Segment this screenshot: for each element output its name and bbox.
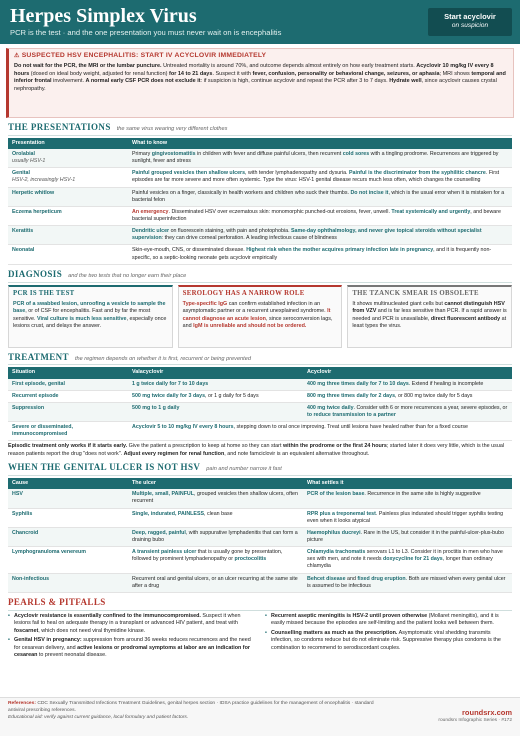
treatment-heading [8, 352, 512, 366]
presentation-name: Orolabial [12, 151, 35, 157]
warning-text: Acyclovir 10 mg/kg IV every 8 hours [14, 62, 494, 77]
box-text: and is far less sensitive than PCR. If a rapid answer is needed and PCR is unavailable, [352, 308, 507, 322]
box-text: PCR of a swabbed lesion, unroofing a vesicle to sample the base [13, 300, 166, 315]
presentation-sub: usually HSV-1 [12, 158, 46, 165]
educational-note: Educational aid: verify against current guidance, local formulary and patient factors. [8, 714, 189, 720]
warning-text: Untreated mortality is around 70%, and outcome depends almost entirely on how early treatment starts. [161, 62, 417, 69]
cell-text: , grouped vesicles then shallow ulcers, often recurrent [132, 491, 298, 505]
box-text: at least types the virus. [352, 315, 507, 330]
warning-text: (dosed on ideal body weight, adjusted for renal function) [29, 70, 170, 77]
cell-text: : they can drive corneal perforation. A leading infectious cause of blindness [161, 235, 337, 242]
cell-text: . Both are missed when every genital ulcer is assumed to be infectious [307, 575, 506, 589]
start-acyclovir-badge [428, 8, 512, 36]
references-label: References: [8, 701, 36, 706]
pearl-text: , which does not need viral thymidine kinase. [38, 627, 146, 634]
treatment-note [8, 443, 512, 458]
references-text: CDC Sexually Transmitted Infections Treatment Guidelines, genital herpes section · IDSA practice guidelines for the management of encephalitis · standard antiviral prescribing references. [8, 701, 374, 713]
pearls-right-column [265, 613, 512, 662]
cell-text: , with tender lymphadenopathy and dysuria. [245, 170, 349, 177]
presentations-heading [8, 122, 512, 136]
tzanck-box [347, 285, 512, 348]
cell-text: serovars L1 to L3. Consider it in proctitis in men who have sex with men, and note it needs [307, 549, 503, 563]
cell-text: 400 mg twice daily [307, 404, 354, 411]
warning-text: fever, confusion, personality or behavioral change, seizures, or aphasia [252, 70, 440, 77]
pearl-text: Recurrent aseptic meningitis is HSV-2 until proven otherwise [271, 612, 428, 619]
series-label: roundsrx Infographic Series · #172 [438, 717, 512, 723]
ulcer-table [8, 478, 512, 593]
presentations-table [8, 138, 512, 265]
cell-text: Dendritic ulcer [132, 228, 170, 235]
table-row [8, 245, 512, 264]
list-item [8, 613, 255, 635]
presentation-name: Neonatal [12, 247, 35, 254]
cell-text: 500 mg to 1 g daily [132, 404, 180, 411]
table-row [8, 402, 512, 421]
warning-text: temporal and inferior frontal [14, 70, 506, 85]
warning-text: Hydrate well [389, 78, 422, 85]
box-title: SEROLOGY HAS A NARROW ROLE [182, 289, 305, 297]
cell-text: A transient painless ulcer [132, 549, 197, 556]
box-body [13, 301, 168, 331]
cell-text: Same-day ophthalmology, and never give topical steroids without specialist supervision [132, 228, 482, 242]
cell-text: , with suppurative lymphadenitis that can form a draining bubo [132, 529, 298, 544]
column-header: What to know [128, 138, 512, 149]
note-text: within the prodrome or the first 24 hours [282, 443, 387, 450]
table-row [8, 573, 512, 592]
pearl-text: Suspect it when lesions fail to heal on adequate therapy in a transplant or advanced HIV patient, and treat with [14, 612, 241, 627]
cell-text: on fluorescein staining, with pain and photophobia. [169, 228, 292, 235]
cell-text: Painful vesicles on a finger, classically in health workers and children who suck their thumbs. [132, 189, 351, 196]
table-row [8, 168, 512, 187]
presentation-name: Eczema herpeticum [12, 208, 62, 215]
box-text: IgM is unreliable and should not be ordered. [193, 323, 307, 330]
box-title: PCR IS THE TEST [13, 289, 75, 297]
section-subtitle: and the two tests that no longer earn their place [68, 272, 187, 279]
box-text: , or of CSF for encephalitis. Fast and by far the most sensitive. [13, 308, 151, 322]
cell-text: An emergency [132, 208, 169, 215]
cause-cell: Non-infectious [8, 573, 128, 592]
ulcer-heading [8, 462, 512, 476]
cell-text: . Rare in the US, but consider it in the painful-ulcer-plus-bubo picture [307, 529, 504, 544]
cell-text: Primary [132, 151, 152, 157]
pearl-text: Counselling matters as much as the prescription. [271, 629, 398, 636]
note-text: ; started later it does very little, which is the usual reason patients report the drug "does not work". [8, 443, 505, 457]
column-header: Valacyclovir [128, 367, 303, 378]
cell-text: Multiple, small, PAINFUL [132, 491, 194, 498]
pcr-box [8, 285, 173, 348]
table-row [8, 390, 512, 402]
cell-text: , and beware bacterial superinfection [132, 208, 501, 222]
cell-text: Behcet disease [307, 575, 346, 582]
cell-text: , or 1 g daily for 5 days [205, 392, 259, 399]
situation-cell: Suppression [8, 402, 128, 421]
box-text: It cannot diagnose an acute lesion [182, 308, 331, 322]
cell-text: . Extend if healing is incomplete [408, 380, 484, 387]
cell-text: with a tingling prodrome. Recurrences are triggered by sunlight, fever and stress [132, 151, 499, 165]
cell-text: . Painless plus indurated should trigger syphilis testing even when it looks atypical [307, 510, 504, 524]
pearl-text: foscarnet [14, 627, 39, 634]
cell-text: . Disseminated HSV over eczematous skin: monomorphic punched-out erosions, fever, unwell. [168, 208, 392, 215]
warning-text: , since acyclovir causes crystal nephropathy. [14, 78, 497, 92]
cell-text: doxycycline for 21 days [382, 556, 443, 563]
diagnosis-heading [8, 269, 512, 283]
cell-text: and [345, 575, 358, 582]
cell-text: , longer than ordinary chlamydia [307, 556, 493, 570]
column-header: Situation [8, 367, 128, 378]
cell-text: Deep, ragged, painful [132, 529, 186, 536]
list-item [265, 630, 512, 652]
cause-cell: Lymphogranuloma venereum [8, 547, 128, 573]
serology-box [178, 285, 343, 348]
pearl-text: Acyclovir resistance is essentially confined to the immunocompromised. [14, 612, 201, 619]
cell-text: proctocolitis [234, 556, 267, 563]
box-body [352, 301, 507, 331]
list-item [8, 637, 255, 659]
pearl-text: to prevent neonatal disease. [37, 652, 107, 658]
page-title: Herpes Simplex Virus [10, 5, 197, 27]
box-text: Type-specific IgG [182, 300, 228, 307]
section-title: TREATMENT [8, 351, 69, 362]
cell-text: fixed drug eruption [357, 575, 406, 582]
pearls-left-column [8, 613, 255, 662]
cell-text: 800 mg three times daily for 2 days [307, 392, 396, 399]
table-row [8, 379, 512, 391]
box-text: direct fluorescent antibody [430, 315, 501, 322]
site-link[interactable]: roundsrx.com [461, 708, 512, 717]
table-row [8, 206, 512, 225]
cell-text: , and it is frequently non-specific, so a septic-looking neonate gets acyclovir empirically [132, 247, 492, 261]
warning-text: A normal early CSF PCR does not exclude it [85, 78, 201, 85]
situation-cell: Severe or disseminated, immunocompromised [8, 422, 128, 441]
cell-text: in children with fever and diffuse painful ulcers, then recurrent [195, 151, 343, 157]
cell-text: 500 mg twice daily for 3 days [132, 392, 206, 399]
section-title: DIAGNOSIS [8, 268, 63, 279]
section-title: WHEN THE GENITAL ULCER IS NOT HSV [8, 462, 201, 473]
cell-text: , stepping down to oral once improving. Treat until lesions have healed rather than for a fixed course [233, 424, 468, 431]
cell-text: Single, indurated, PAINLESS [132, 510, 205, 517]
table-row [8, 149, 512, 168]
cell-text: , clean base [204, 510, 233, 517]
list-item [265, 613, 512, 628]
note-text: Episodic treatment only works if it starts early. [8, 443, 128, 450]
treatment-table [8, 367, 512, 441]
pearls-heading [8, 597, 512, 611]
pearl-text: Asymptomatic viral shedding transmits infection, so condoms reduce but do not eliminate risk. Suppressive therapy plus condoms is the combination to recommend to serodiscordant couples. [271, 629, 501, 651]
box-text: , especially once lesions crust, and delays the answer. [13, 315, 167, 330]
cell-text: Acyclovir 5 to 10 mg/kg IV every 8 hours [132, 424, 234, 431]
section-subtitle: the regimen depends on whether it is first, recurrent or being prevented [74, 355, 251, 362]
warning-text: : if suspicion is high, continue acyclovir and repeat the PCR after 3 to 7 days. [200, 78, 390, 85]
cell-text: . First episodes are far more severe and more often systemic. Type the virus: HSV-1 genital disease recurs much less often, which changes the counselling [132, 170, 500, 184]
cause-cell: Chancroid [8, 527, 128, 546]
box-body [183, 301, 338, 331]
warning-text: ; MRI shows [439, 70, 472, 77]
cell-text: , or 800 mg twice daily for 5 days [395, 392, 473, 399]
section-title: THE PRESENTATIONS [8, 122, 111, 132]
cell-text: Painful is the discriminator from the syphilitic chancre [349, 170, 486, 177]
box-text: Viral culture is much less sensitive [36, 315, 127, 322]
warning-text: Do not wait for the PCR, the MRI or the lumbar puncture. [14, 62, 162, 69]
note-text: , and note famciclovir is an equivalent alternative throughout. [224, 450, 370, 457]
badge-line2: on suspicion [451, 22, 489, 29]
cause-cell: HSV [8, 489, 128, 508]
situation-cell: First episode, genital [8, 379, 128, 391]
presentation-name: Keratitis [12, 228, 34, 235]
presentation-name: Herpetic whitlow [12, 189, 55, 196]
cell-text: Do not incise it [350, 189, 389, 196]
table-row [8, 489, 512, 508]
cell-text: Painful grouped vesicles then shallow ulcers [132, 170, 246, 177]
column-header: What settles it [303, 478, 512, 489]
box-text: cannot distinguish HSV from VZV [352, 300, 505, 315]
table-row [8, 547, 512, 573]
pearl-text: Genital HSV in pregnancy: [14, 637, 82, 644]
diagnosis-boxes [8, 285, 512, 348]
warning-icon: ⚠ [14, 53, 20, 59]
pearl-text: active lesions or prodromal symptoms at labor are an indication for cesarean [14, 644, 250, 658]
cell-text: . Recurrence in the same site is highly suggestive [364, 491, 481, 498]
encephalitis-warning [6, 48, 514, 118]
table-row [8, 187, 512, 206]
section-subtitle: pain and number narrow it fast [206, 466, 282, 473]
page-subtitle: PCR is the test · and the one presentation you must never wait on is encephalitis [10, 28, 282, 37]
cell-text: Haemophilus ducreyi [307, 529, 361, 536]
cell-text: cold sores [342, 151, 370, 157]
table-row [8, 226, 512, 245]
cell-text: Chlamydia trachomatis [307, 549, 366, 556]
note-text: Give the patient a prescription to keep at home so they can start [127, 443, 283, 450]
pearl-text: (Mollaret meningitis), and it is easily missed because the episodes are self-limiting and the patient looks well between them. [271, 612, 499, 627]
table-row [8, 527, 512, 546]
footer-references [8, 701, 378, 722]
situation-cell: Recurrent episode [8, 390, 128, 402]
warning-text: involvement. [51, 78, 86, 85]
box-text: can confirm established infection in an asymptomatic partner or a recurrent unexplained syndrome. [182, 300, 328, 315]
cell-text: RPR plus a treponemal test [307, 510, 376, 517]
warning-title-text: SUSPECTED HSV ENCEPHALITIS: START IV ACYCLOVIR IMMEDIATELY [21, 52, 267, 59]
footer [0, 697, 520, 736]
box-text: , since seroconversion lags, and [182, 315, 333, 330]
cell-text: gingivostomatitis [151, 151, 196, 157]
presentation-name: Genital [12, 170, 30, 177]
column-header: Presentation [8, 138, 128, 149]
footer-brand [438, 708, 512, 724]
pearl-text: suppression from around 36 weeks reduces recurrences and the need for cesarean delivery, and [14, 637, 251, 651]
badge-line1: Start acyclovir [444, 12, 496, 21]
cell-text: Highest risk when the mother acquires primary infection late in pregnancy [246, 247, 434, 254]
column-header: Acyclovir [303, 367, 512, 378]
cell-text: Recurrent oral and genital ulcers, or an ulcer recurring at the same site after a drug [132, 575, 298, 589]
cause-cell: Syphilis [8, 508, 128, 527]
cell-text: , which is the usual error when it is mistaken for a bacterial felon [132, 189, 505, 203]
column-header: Cause [8, 478, 128, 489]
table-row [8, 422, 512, 441]
note-text: Adjust every regimen for renal function [123, 450, 225, 457]
cell-text: to reduce transmission to a partner [307, 411, 396, 418]
box-text: It shows multinucleated giant cells but [352, 300, 445, 307]
pearls-list [8, 613, 512, 662]
presentation-sub: HSV-2, increasingly HSV-1 [12, 177, 76, 184]
header [0, 0, 520, 44]
section-subtitle: the same virus wearing very different clothes [116, 126, 228, 132]
table-row [8, 508, 512, 527]
cell-text: that is usually gone by presentation, followed by prominent lymphadenopathy or [132, 549, 283, 563]
cell-text: Skin-eye-mouth, CNS, or disseminated disease. [132, 247, 247, 254]
cell-text: . Consider with 6 or more recurrences a year, severe episodes, or [353, 404, 508, 411]
cell-text: 400 mg three times daily for 7 to 10 days [307, 380, 409, 387]
warning-body [14, 63, 508, 93]
warning-text: . Suspect it with [212, 70, 253, 77]
warning-text: for 14 to 21 days [169, 70, 213, 77]
box-title: THE TZANCK SMEAR IS OBSOLETE [352, 289, 479, 297]
column-header: The ulcer [128, 478, 303, 489]
cell-text: Treat systemically and urgently [391, 208, 471, 215]
warning-title [14, 52, 508, 61]
cell-text: 1 g twice daily for 7 to 10 days [132, 380, 209, 387]
cell-text: PCR of the lesion base [307, 491, 365, 498]
section-title: PEARLS & PITFALLS [8, 596, 106, 607]
